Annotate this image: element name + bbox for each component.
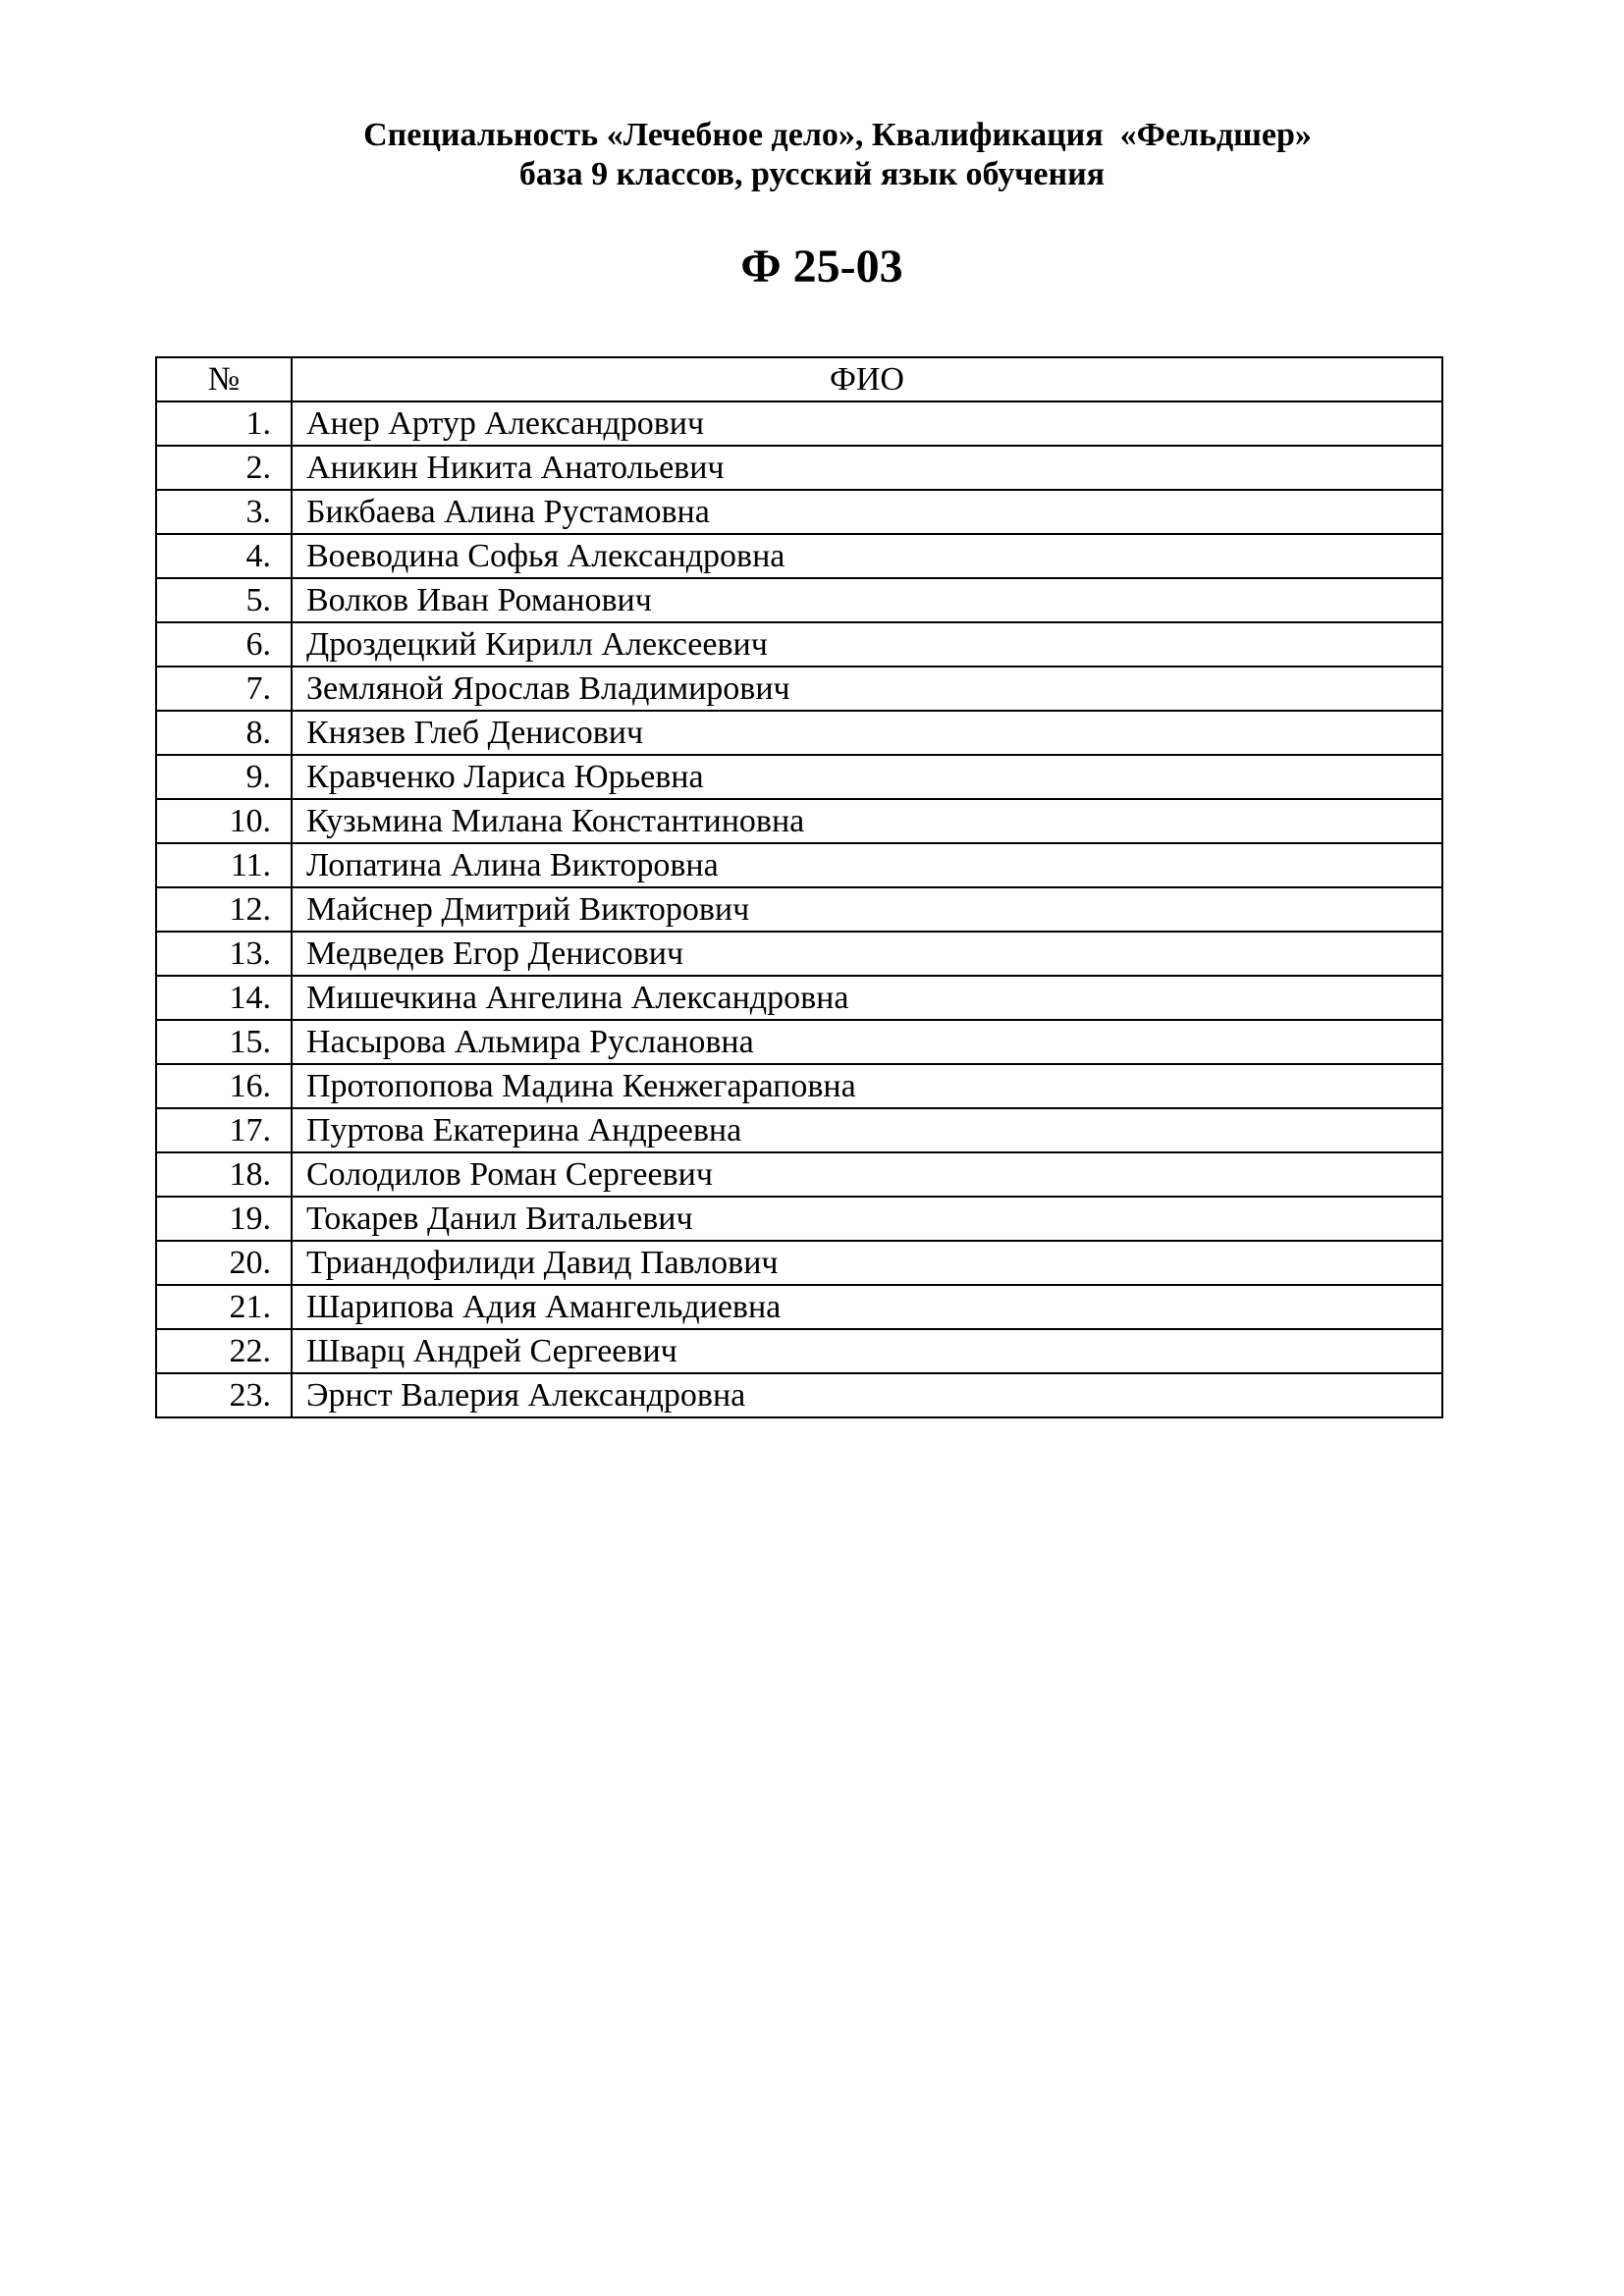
student-name: Дроздецкий Кирилл Алексеевич	[292, 622, 1442, 667]
row-number: 23.	[156, 1373, 292, 1417]
row-number: 14.	[156, 976, 292, 1020]
row-number: 10.	[156, 799, 292, 843]
row-number: 16.	[156, 1064, 292, 1108]
student-name: Протопопова Мадина Кенжегараповна	[292, 1064, 1442, 1108]
study-base-line: база 9 классов, русский язык обучения	[518, 156, 1106, 192]
row-number: 3.	[156, 490, 292, 534]
row-number: 21.	[156, 1285, 292, 1329]
row-number: 4.	[156, 534, 292, 578]
table-row	[156, 1285, 1442, 1329]
group-code: Ф 25-03	[740, 240, 903, 293]
row-number: 11.	[156, 843, 292, 887]
column-header-number: №	[156, 357, 292, 401]
row-number: 9.	[156, 755, 292, 799]
student-name: Кравченко Лариса Юрьевна	[292, 755, 1442, 799]
specialty-line: Специальность «Лечебное дело», Квалификация «Фельдшер»	[363, 117, 1312, 153]
row-number: 5.	[156, 578, 292, 622]
document-heading	[0, 116, 1624, 194]
row-number: 1.	[156, 401, 292, 446]
table-row	[156, 711, 1442, 755]
student-roster-table	[155, 356, 1443, 1418]
table-row	[156, 932, 1442, 976]
student-name: Князев Глеб Денисович	[292, 711, 1442, 755]
row-number: 15.	[156, 1020, 292, 1064]
student-name: Медведев Егор Денисович	[292, 932, 1442, 976]
student-name: Эрнст Валерия Александровна	[292, 1373, 1442, 1417]
table-row	[156, 843, 1442, 887]
student-name: Шварц Андрей Сергеевич	[292, 1329, 1442, 1373]
table-row	[156, 1197, 1442, 1241]
table-row	[156, 667, 1442, 711]
table-row	[156, 578, 1442, 622]
row-number: 2.	[156, 446, 292, 490]
row-number: 6.	[156, 622, 292, 667]
table-row	[156, 755, 1442, 799]
table-row	[156, 534, 1442, 578]
student-name: Токарев Данил Витальевич	[292, 1197, 1442, 1241]
row-number: 19.	[156, 1197, 292, 1241]
student-name: Пуртова Екатерина Андреевна	[292, 1108, 1442, 1152]
student-name: Земляной Ярослав Владимирович	[292, 667, 1442, 711]
column-header-full-name: ФИО	[292, 357, 1442, 401]
student-name: Бикбаева Алина Рустамовна	[292, 490, 1442, 534]
student-name: Насырова Альмира Руслановна	[292, 1020, 1442, 1064]
row-number: 13.	[156, 932, 292, 976]
table-row	[156, 887, 1442, 932]
table-row	[156, 1064, 1442, 1108]
student-name: Волков Иван Романович	[292, 578, 1442, 622]
table-row	[156, 1329, 1442, 1373]
student-name: Триандофилиди Давид Павлович	[292, 1241, 1442, 1285]
row-number: 20.	[156, 1241, 292, 1285]
student-name: Анер Артур Александрович	[292, 401, 1442, 446]
student-name: Аникин Никита Анатольевич	[292, 446, 1442, 490]
row-number: 22.	[156, 1329, 292, 1373]
row-number: 12.	[156, 887, 292, 932]
table-row	[156, 401, 1442, 446]
table-row	[156, 1108, 1442, 1152]
row-number: 18.	[156, 1152, 292, 1197]
table-row	[156, 1152, 1442, 1197]
table-header-row	[156, 357, 1442, 401]
row-number: 8.	[156, 711, 292, 755]
table-row	[156, 976, 1442, 1020]
table-header	[156, 357, 1442, 401]
table-row	[156, 1020, 1442, 1064]
table-row	[156, 446, 1442, 490]
student-name: Солодилов Роман Сергеевич	[292, 1152, 1442, 1197]
student-name: Лопатина Алина Викторовна	[292, 843, 1442, 887]
table-row	[156, 1241, 1442, 1285]
student-name: Кузьмина Милана Константиновна	[292, 799, 1442, 843]
table-row	[156, 799, 1442, 843]
student-name: Мишечкина Ангелина Александровна	[292, 976, 1442, 1020]
student-name: Майснер Дмитрий Викторович	[292, 887, 1442, 932]
table-row	[156, 490, 1442, 534]
row-number: 7.	[156, 667, 292, 711]
table-body	[156, 401, 1442, 1417]
student-name: Воеводина Софья Александровна	[292, 534, 1442, 578]
row-number: 17.	[156, 1108, 292, 1152]
student-name: Шарипова Адия Амангельдиевна	[292, 1285, 1442, 1329]
table-row	[156, 1373, 1442, 1417]
table-row	[156, 622, 1442, 667]
